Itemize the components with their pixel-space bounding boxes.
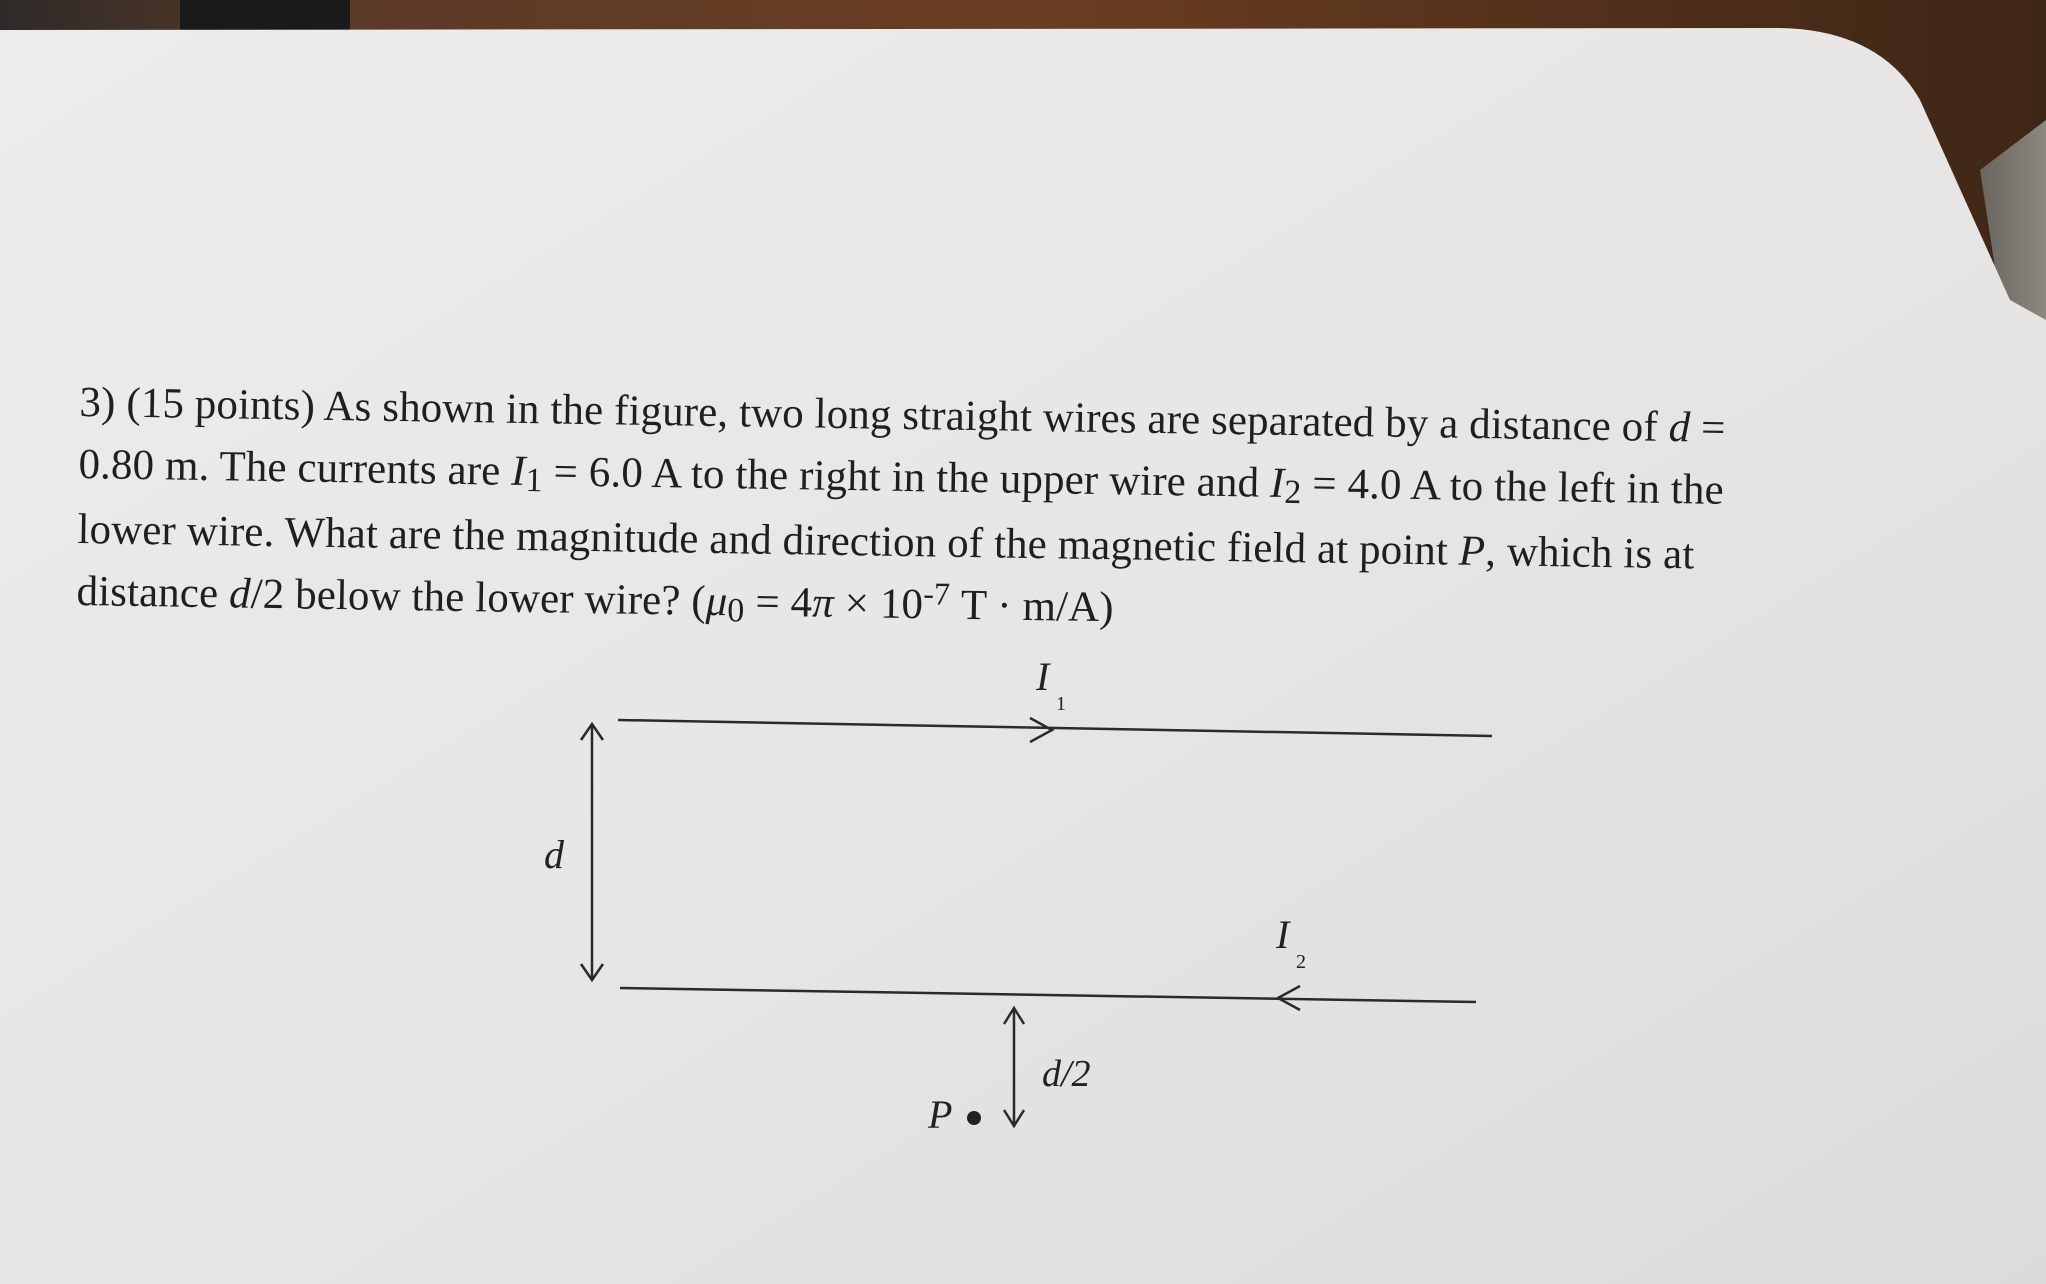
lower-wire <box>620 988 1476 1002</box>
current-I2-subscript: 2 <box>1283 473 1302 512</box>
point-P-dot <box>967 1111 981 1125</box>
exponent: -7 <box>923 575 951 612</box>
label-I2: I <box>1276 912 1290 957</box>
current-I1-subscript: 1 <box>525 462 543 500</box>
distance-text: distance <box>76 567 230 618</box>
upper-wire-arrow <box>1030 718 1052 742</box>
label-P: P <box>928 1092 953 1137</box>
label-d-half: d/2 <box>1042 1053 1091 1095</box>
distance-value: 0.80 m. The currents are <box>78 440 512 495</box>
label-d: d <box>544 832 564 877</box>
times-ten: × 10 <box>833 579 924 629</box>
variable-d: d <box>1668 403 1691 452</box>
variable-d-inline: d <box>228 570 252 618</box>
equals-sign: = <box>1689 404 1726 452</box>
label-I2-subscript: 2 <box>1296 951 1306 973</box>
point-P-symbol: P <box>1458 527 1486 576</box>
units: T · m/A) <box>949 581 1115 632</box>
mu-symbol: μ <box>705 577 728 626</box>
half-below-text: /2 below the lower wire? ( <box>250 570 707 625</box>
problem-points: (15 points) <box>126 379 316 430</box>
label-I1-subscript: 1 <box>1056 693 1066 715</box>
upper-wire <box>618 720 1492 736</box>
label-I1: I <box>1036 654 1050 699</box>
current-I1-value: = 6.0 A to the right in the upper wire and <box>542 448 1271 507</box>
pi-symbol: π <box>811 579 835 627</box>
current-I1-symbol: I <box>510 447 527 496</box>
question-text: lower wire. What are the magnitude and direction of the magnetic field at point <box>77 505 1460 575</box>
problem-number: 3) <box>79 378 116 427</box>
mu-subscript: 0 <box>727 592 745 630</box>
question-text-end: , which is at <box>1484 528 1695 579</box>
current-I2-symbol: I <box>1269 459 1285 507</box>
mu-equals: = 4 <box>744 578 813 627</box>
problem-line1-text: As shown in the figure, two long straight wires are separated by a distance of <box>323 382 1659 451</box>
current-I2-value: = 4.0 A to the left in the <box>1301 460 1725 514</box>
